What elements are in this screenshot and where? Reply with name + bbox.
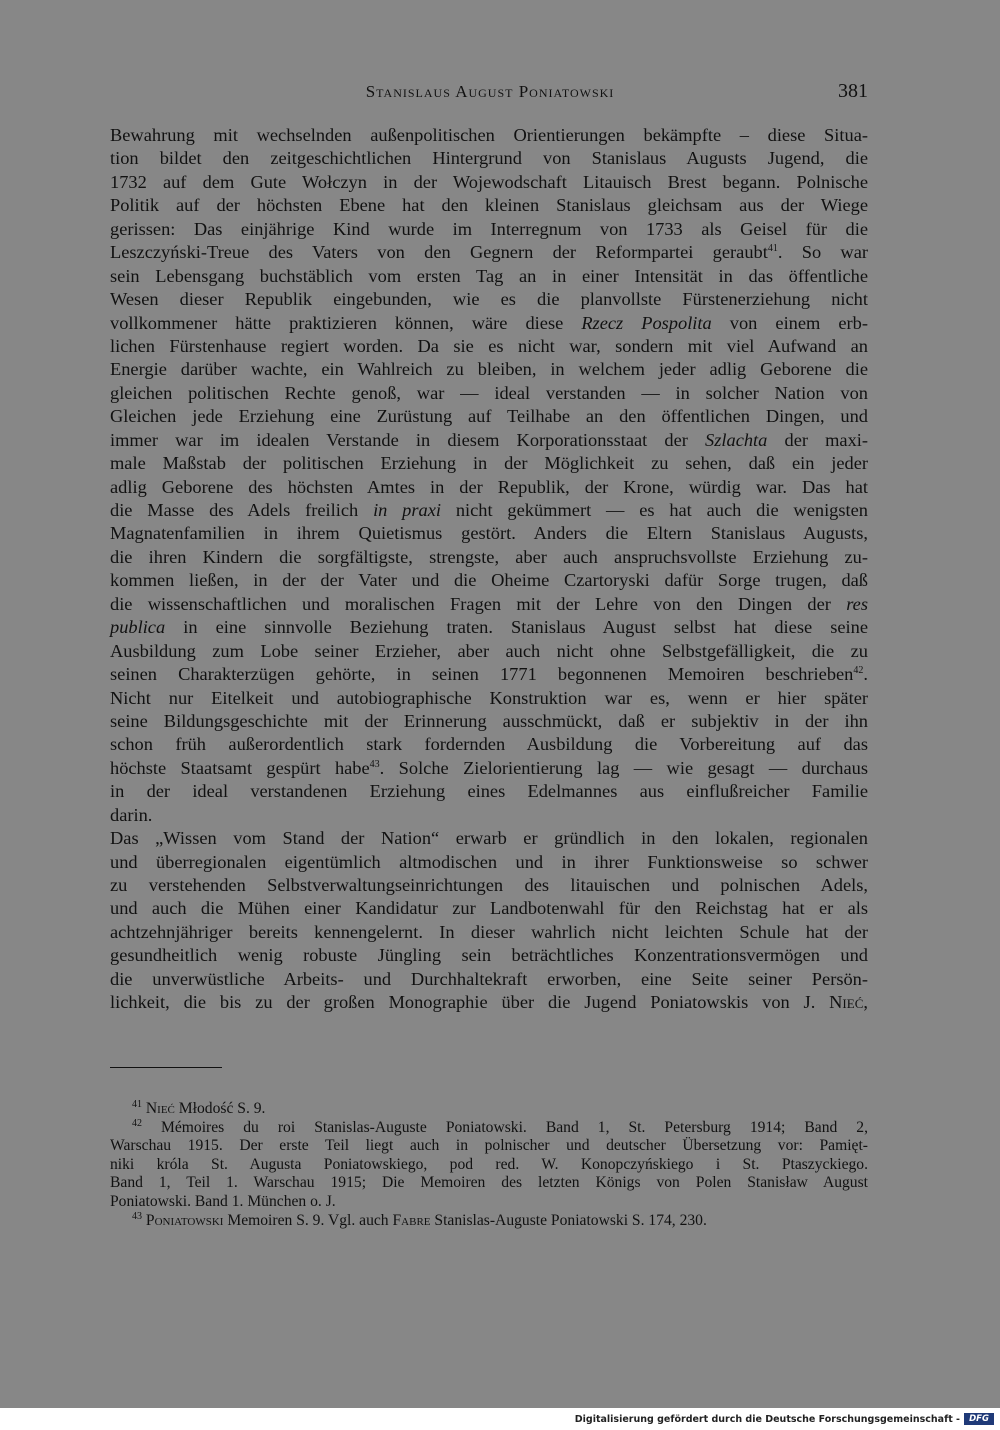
text-line: in der ideal verstandenen Erziehung eines Edelmannes aus einflußreicher Familie	[110, 781, 868, 802]
italic-term: res	[846, 593, 868, 614]
text-line	[110, 757, 868, 780]
text-segment: in eine sinnvolle Beziehung traten. Stanislaus August selbst hat diese seine	[165, 617, 868, 638]
footnote-41	[110, 1100, 868, 1119]
text-line: male Maßstab der politischen Erziehung in der Möglichkeit zu sehen, daß ein jeder	[110, 453, 868, 474]
running-title: Stanislaus August Poniatowski	[365, 82, 615, 101]
dfg-logo: DFG	[964, 1413, 994, 1425]
text-line: tion bildet den zeitgeschichtlichen Hintergrund von Stanislaus Augusts Jugend, die	[110, 148, 868, 169]
text-line: gerissen: Das einjährige Kind wurde im Interregnum von 1733 als Geisel für die	[110, 218, 868, 239]
text-segment: Leszczyński-Treue des Vaters von den Gegnern der Reformpartei geraubt	[110, 242, 768, 263]
text-line: Gleichen jede Erziehung eine Zurüstung auf Teilhabe an den öffentlichen Dingen, und	[110, 406, 868, 427]
text-line	[110, 616, 868, 639]
text-segment: höchste Staatsamt gespürt habe	[110, 757, 370, 778]
text-segment: . Solche Zielorientierung lag — wie gesagt — durchaus	[379, 757, 868, 778]
footnote-text: Stanislas-Auguste Poniatowski S. 174, 230.	[430, 1211, 707, 1229]
text-segment: die Masse des Adels freilich	[110, 500, 359, 520]
author-name: Fabre	[392, 1211, 431, 1229]
text-segment: seinen Charakterzügen gehörte, in seinen 1771 begonnenen Memoiren beschrieben	[110, 664, 854, 685]
text-line	[110, 663, 868, 686]
footnote-number: 43	[132, 1210, 142, 1222]
text-line: Bewahrung mit wechselnden außenpolitischen Orientierungen bekämpfte – diese Situa-	[110, 125, 868, 145]
text-line: Magnatenfamilien in ihrem Quietismus gestört. Anders die Eltern Stanislaus Augusts,	[110, 523, 868, 544]
credit-bar	[0, 1408, 1000, 1430]
text-line	[110, 593, 868, 616]
footnote-text: Memoiren S. 9. Vgl. auch	[223, 1211, 393, 1229]
italic-term: in praxi	[373, 500, 442, 520]
text-segment: der maxi-	[767, 429, 869, 450]
italic-term: Szlachta	[705, 429, 768, 450]
footnote-line: Band 1, Teil 1. Warschau 1915; Die Memoiren des letzten Königs von Polen Stanisław August	[110, 1174, 868, 1192]
footnote-line: Poniatowski. Band 1. München o. J.	[110, 1192, 336, 1210]
text-line: Nicht nur Eitelkeit und autobiographische Konstruktion war es, wenn er hier später	[110, 687, 868, 708]
text-line: Politik auf der höchsten Ebene hat den kleinen Stanislaus gleichsam aus der Wiege	[110, 195, 868, 216]
text-segment: von einem erb-	[711, 312, 868, 333]
text-line: schon früh außerordentlich stark fordernden Ausbildung die Vorbereitung auf das	[110, 734, 868, 755]
text-segment: . So war	[777, 242, 868, 263]
text-line: gleichen politischen Rechte genoß, war — ideal verstanden — in solcher Nation von	[110, 382, 868, 403]
author-name: Nieć	[829, 992, 864, 1013]
italic-term: publica	[110, 617, 166, 638]
footnote-ref: 43	[369, 758, 380, 770]
text-line: 1732 auf dem Gute Wołczyn in der Wojewodschaft Litauisch Brest begann. Polnische	[110, 171, 868, 192]
text-line: zu verstehenden Selbstverwaltungseinrichtungen des litauischen und polnischen Adels,	[110, 875, 868, 895]
credit-text: Digitalisierung gefördert durch die Deutsche Forschungsgemeinschaft -	[574, 1414, 960, 1425]
text-segment: die wissenschaftlichen und moralischen Fragen mit der Lehre von den Dingen der	[110, 593, 831, 614]
author-name: Nieć	[145, 1100, 175, 1117]
running-head	[110, 82, 870, 108]
text-line: darin.	[110, 804, 153, 825]
text-line: Ausbildung zum Lobe seiner Erzieher, aber auch nicht ohne Selbstgefälligkeit, die zu	[110, 640, 868, 661]
author-name: Poniatowski	[145, 1211, 224, 1229]
text-line: die unverwüstliche Arbeits- und Durchhaltekraft erworben, eine Seite seiner Persön-	[110, 968, 868, 989]
text-line: und auch die Mühen einer Kandidatur zur Landbotenwahl für den Reichstag hat er als	[110, 898, 868, 919]
footnote-text: Młodość S. 9.	[174, 1100, 266, 1117]
text-line: lichen Fürstenhause regiert worden. Da sie es nicht war, sondern mit viel Aufwand an	[110, 335, 868, 356]
text-line	[110, 991, 868, 1014]
footnote-42	[110, 1119, 868, 1138]
footnotes	[110, 1100, 868, 1230]
page-number: 381	[838, 80, 868, 102]
text-segment: ,	[863, 992, 868, 1013]
text-line: Wesen dieser Republik eingebunden, wie es die planvollste Fürstenerziehung nicht	[110, 289, 868, 310]
text-line: gesundheitlich wenig robuste Jüngling sein beträchtliches Konzentrationsvermögen und	[110, 945, 868, 966]
text-line: kommen ließen, in der der Vater und die Oheime Czartoryski dafür Sorge trugen, daß	[110, 570, 868, 591]
text-line: adlig Geborene des höchsten Amtes in der Republik, der Krone, würdig war. Das hat	[110, 476, 868, 497]
footnote-ref: 42	[853, 664, 864, 676]
footnote-number: 41	[132, 1098, 142, 1110]
text-segment: .	[863, 664, 868, 685]
footnote-text: Mémoires du roi Stanislas-Auguste Poniatowski. Band 1, St. Petersburg 1914; Band 2,	[142, 1118, 868, 1136]
text-line	[110, 312, 868, 335]
text-line: achtzehnjähriger bereits kennengelernt. In dieser wahrlich nicht leichten Schule hat der	[110, 921, 868, 942]
text-line	[110, 241, 868, 264]
text-line: sein Lebensgang buchstäblich vom ersten Tag an in einer Intensität in das öffentliche	[110, 265, 868, 286]
footnote-43	[110, 1212, 868, 1231]
footnote-line: Warschau 1915. Der erste Teil liegt auch in polnischer und deutscher Übersetzung vor: Pamięt-	[110, 1137, 868, 1155]
text-line: Energie darüber wachte, ein Wahlreich zu bleiben, in welchem jeder adlig Geborene die	[110, 359, 868, 380]
footnote-number: 42	[132, 1117, 142, 1129]
footnote-ref: 41	[767, 243, 778, 255]
italic-term: Rzecz Pospolita	[581, 312, 712, 333]
text-line: Das „Wissen vom Stand der Nation“ erwarb er gründlich in den lokalen, regionalen	[110, 828, 868, 849]
text-segment: nicht gekümmert — es hat auch die wenigsten	[441, 500, 868, 520]
body-text	[110, 124, 868, 1015]
text-segment: vollkommener hätte praktizieren können, wäre diese	[110, 312, 564, 333]
footnote-divider	[110, 1067, 222, 1068]
text-line	[110, 429, 868, 452]
text-segment: immer war im idealen Verstande in diesem Korporationsstaat der	[110, 429, 688, 450]
text-segment: lichkeit, die bis zu der großen Monographie über die Jugend Poniatowskis von J.	[110, 992, 816, 1013]
text-line: und überregionalen eigentümlich altmodischen und in ihrer Funktionsweise so schwer	[110, 851, 868, 872]
text-line: seine Bildungsgeschichte mit der Erinnerung ausschmückt, daß er subjektiv in der ihn	[110, 710, 868, 731]
text-line	[110, 499, 868, 522]
footnote-line: niki króla St. Augusta Poniatowskiego, pod red. W. Konopczyńskiego i St. Ptaszyckiego.	[110, 1155, 868, 1173]
text-line: die ihren Kindern die sorgfältigste, strengste, aber auch anspruchsvollste Erziehung zu-	[110, 546, 868, 567]
